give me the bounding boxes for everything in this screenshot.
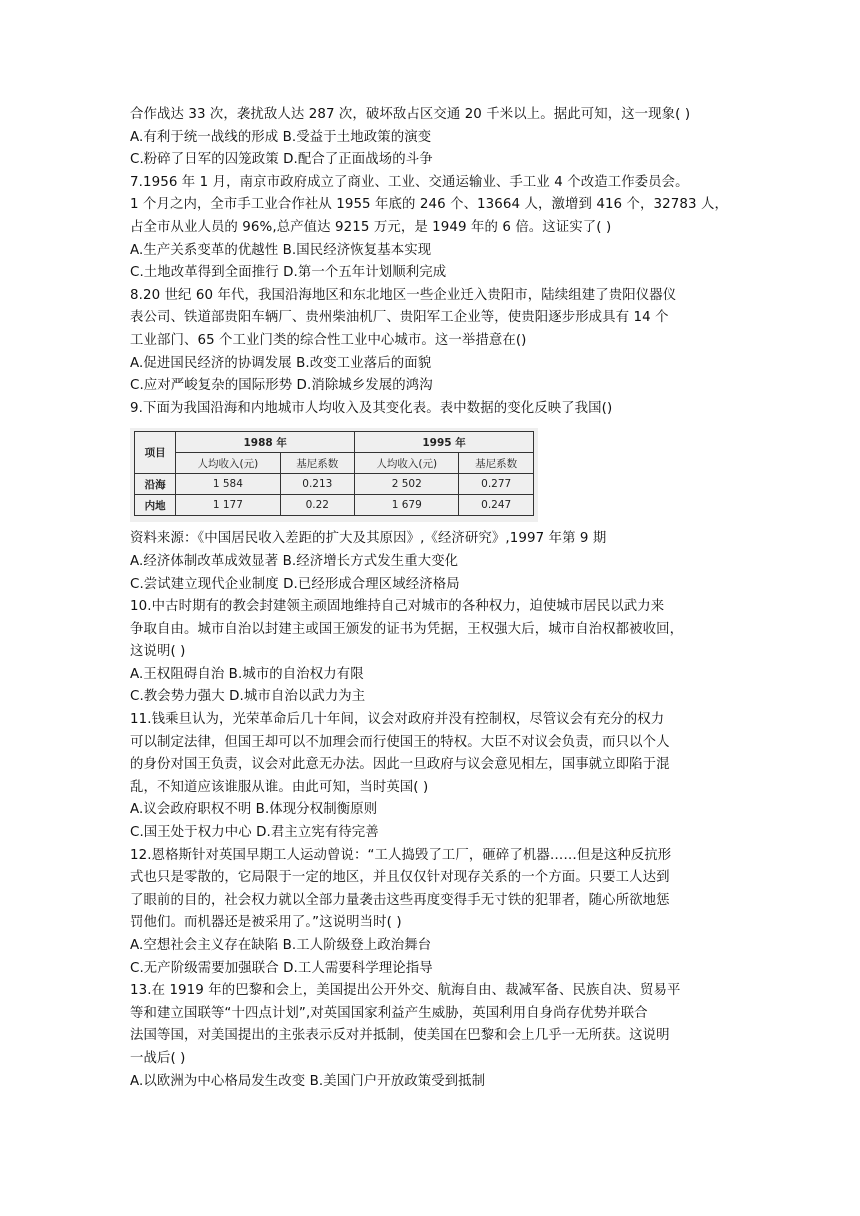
table-cell: 1 679: [355, 495, 459, 516]
text-line: 了眼前的目的，社会权力就以全部力量袭击这些再度变得手无寸铁的犯罪者，随心所欲地惩: [130, 892, 670, 908]
text-line: 这说明( ): [130, 644, 186, 660]
text-line: 乱，不知道应该谁服从谁。由此可知，当时英国( ): [130, 779, 429, 795]
text-line: C.尝试建立现代企业制度 D.已经形成合理区域经济格局: [130, 576, 460, 592]
text-line: 工业部门、65 个工业门类的综合性工业中心城市。这一举措意在(): [130, 332, 527, 348]
text-line: A.议会政府职权不明 B.体现分权制衡原则: [130, 802, 378, 818]
table-cell: 0.247: [459, 495, 534, 516]
text-line: C.无产阶级需要加强联合 D.工人需要科学理论指导: [130, 960, 433, 976]
table-subheader-income: 人均收入(元): [176, 453, 280, 474]
text-line: C.粉碎了日军的囚笼政策 D.配合了正面战场的斗争: [130, 152, 433, 168]
table-subheader-income: 人均收入(元): [355, 453, 459, 474]
exam-page: [130, 104, 740, 1093]
text-line: A.促进国民经济的协调发展 B.改变工业落后的面貌: [130, 355, 432, 371]
table-header-item: 项目: [135, 432, 176, 474]
text-line: 13.在 1919 年的巴黎和会上，美国提出公开外交、航海自由、裁减军备、民族自决、贸易平: [130, 983, 681, 999]
text-line: 表公司、铁道部贵阳车辆厂、贵州柴油机厂、贵阳军工企业等，使贵阳逐步形成具有 14 个: [130, 310, 669, 326]
source-line: 资料来源：《中国居民收入差距的扩大及其原因》,《经济研究》,1997 年第 9 期: [130, 531, 607, 547]
text-line: 8.20 世纪 60 年代，我国沿海地区和东北地区一些企业迁入贵阳市，陆续组建了贵阳仪器仪: [130, 287, 677, 303]
questions-bottom: [130, 528, 740, 1093]
text-line: 9.下面为我国沿海和内地城市人均收入及其变化表。表中数据的变化反映了我国(): [130, 400, 613, 416]
table-subheader-gini: 基尼系数: [280, 453, 355, 474]
text-line: 可以制定法律，但国王却可以不加理会而行使国王的特权。大臣不对议会负责，而只以个人: [130, 734, 670, 750]
text-line: C.应对严峻复杂的国际形势 D.消除城乡发展的鸿沟: [130, 378, 433, 394]
text-line: 罚他们。而机器还是被采用了。”这说明当时( ): [130, 915, 402, 931]
row-label: 内地: [135, 495, 176, 516]
text-line: A.经济体制改革成效显著 B.经济增长方式发生重大变化: [130, 553, 459, 569]
table-cell: 0.277: [459, 474, 534, 495]
text-line: 等和建立国联等“十四点计划”,对英国国家利益产生威胁，英国利用自身尚存优势并联合: [130, 1005, 648, 1021]
income-table-image: [130, 428, 538, 522]
text-line: 1 个月之内，全市手工业合作社从 1955 年底的 246 个、13664 人，激增到 416 个，32783 人，: [130, 197, 728, 213]
table-row: [135, 474, 534, 495]
text-line: 7.1956 年 1 月，南京市政府成立了商业、工业、交通运输业、手工业 4 个改造工作委员会。: [130, 174, 689, 190]
text-line: A.空想社会主义存在缺陷 B.工人阶级登上政治舞台: [130, 938, 432, 953]
text-line: C.土地改革得到全面推行 D.第一个五年计划顺利完成: [130, 265, 447, 281]
row-label: 沿海: [135, 474, 176, 495]
text-line: 争取自由。城市自治以封建主或国王颁发的证书为凭据，王权强大后，城市自治权都被收回，: [130, 621, 684, 637]
text-line: 的身份对国王负责，议会对此意无办法。因此一旦政府与议会意见相左，国事就立即陷于混: [130, 757, 670, 773]
table-cell: 1 584: [176, 474, 280, 495]
text-line: A.王权阻碍自治 B.城市的自治权力有限: [130, 666, 364, 682]
text-line: 式也只是零散的，它局限于一定的地区，并且仅仅针对现存关系的一个方面。只要工人达到: [130, 870, 670, 886]
table-cell: 1 177: [176, 495, 280, 516]
questions-top: [130, 104, 740, 420]
text-line: A.以欧洲为中心格局发生改变 B.美国门户开放政策受到抵制: [130, 1073, 486, 1089]
text-line: 一战后( ): [130, 1050, 186, 1066]
text-line: A.有利于统一战线的形成 B.受益于土地政策的演变: [130, 129, 432, 145]
table-row: [135, 495, 534, 516]
text-line: 12.恩格斯针对英国早期工人运动曾说：“工人捣毁了工厂，砸碎了机器……但是这种反抗形: [130, 847, 672, 863]
table-header-1995: 1995 年: [355, 432, 534, 453]
table-subheader-gini: 基尼系数: [459, 453, 534, 474]
text-line: 占全市从业人员的 96%,总产值达 9215 万元，是 1949 年的 6 倍。这证实了( ): [130, 219, 612, 235]
text-line: C.教会势力强大 D.城市自治以武力为主: [130, 689, 366, 705]
text-line: 法国等国，对美国提出的主张表示反对并抵制，使美国在巴黎和会上几乎一无所获。这说明: [130, 1028, 670, 1044]
text-line: A.生产关系变革的优越性 B.国民经济恢复基本实现: [130, 242, 432, 258]
table-cell: 2 502: [355, 474, 459, 495]
text-line: 10.中古时期有的教会封建领主顽固地维持自己对城市的各种权力，迫使城市居民以武力来: [130, 599, 665, 615]
table-cell: 0.213: [280, 474, 355, 495]
table-header-1988: 1988 年: [176, 432, 355, 453]
table-cell: 0.22: [280, 495, 355, 516]
income-table: [134, 431, 534, 516]
text-line: 11.钱乘旦认为，光荣革命后几十年间，议会对政府并没有控制权，尽管议会有充分的权力: [130, 712, 665, 728]
text-line: 合作战达 33 次，袭扰敌人达 287 次，破坏敌占区交通 20 千米以上。据此可知，这一现象( ): [130, 107, 691, 122]
text-line: C.国王处于权力中心 D.君主立宪有待完善: [130, 825, 379, 841]
